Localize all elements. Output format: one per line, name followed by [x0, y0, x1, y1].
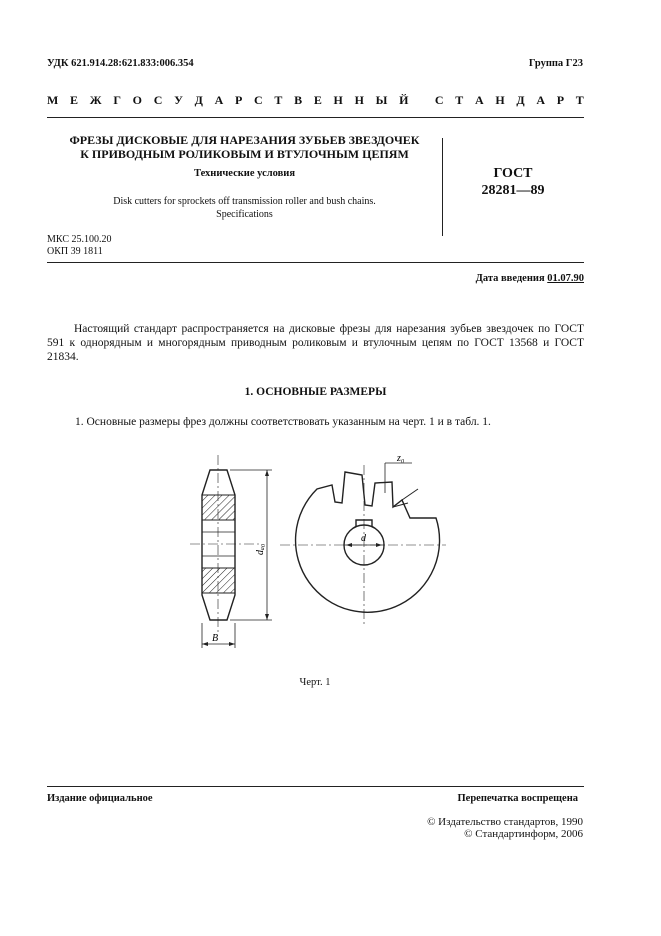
gost-designation — [442, 165, 584, 199]
copyright-2006: © Стандартинформ, 2006 — [464, 828, 583, 840]
top-rule — [47, 117, 584, 118]
heading-letter: В — [294, 93, 303, 107]
heading-letter: О — [132, 93, 143, 107]
label-z: z₀ — [397, 453, 405, 464]
heading-letter: А — [536, 93, 546, 107]
english-title — [47, 195, 442, 221]
heading-letter: С — [153, 93, 163, 107]
heading-letter: А — [214, 93, 224, 107]
heading-letter: А — [474, 93, 484, 107]
label-dao: dₐ₀ — [255, 543, 266, 555]
date-value: 01.07.90 — [547, 273, 584, 284]
heading-letter: У — [174, 93, 183, 107]
gost-label: ГОСТ — [493, 166, 533, 181]
heading-letter: Н — [333, 93, 343, 107]
label-d: d — [361, 533, 366, 544]
heading-letter: Ж — [89, 93, 102, 107]
heading-letter: Г — [113, 93, 121, 107]
heading-letter: С — [254, 93, 263, 107]
standard-kind-heading — [47, 93, 584, 108]
section-heading: 1. ОСНОВНЫЕ РАЗМЕРЫ — [244, 386, 387, 398]
heading-letter: Й — [399, 93, 409, 107]
side-view — [190, 455, 272, 648]
document-subtitle: Технические условия — [193, 168, 296, 179]
classification-codes — [47, 234, 111, 258]
heading-letter: М — [47, 93, 59, 107]
heading-letter: Е — [70, 93, 79, 107]
official-edition: Издание официальное — [47, 793, 153, 804]
heading-letter: Е — [313, 93, 322, 107]
item-1: 1. Основные размеры фрез должны соответствовать указанным на черт. 1 и в табл. 1. — [75, 416, 491, 428]
group-code: Группа Г23 — [528, 58, 583, 69]
bottom-rule — [47, 786, 584, 787]
title-line-2: К ПРИВОДНЫМ РОЛИКОВЫМ И ВТУЛОЧНЫМ ЦЕПЯМ — [80, 147, 409, 161]
figure-caption: Черт. 1 — [299, 677, 331, 688]
heading-letter: Н — [354, 93, 364, 107]
heading-letter: С — [434, 93, 444, 107]
title-line-1: ФРЕЗЫ ДИСКОВЫЕ ДЛЯ НАРЕЗАНИЯ ЗУБЬЕВ ЗВЕЗДОЧЕК — [69, 133, 420, 147]
okp-code: ОКП 39 1811 — [47, 246, 103, 257]
heading-letter: Д — [194, 93, 203, 107]
gost-number: 28281—89 — [481, 183, 545, 198]
heading-letter — [420, 93, 423, 108]
english-title-line-1: Disk cutters for sprockets off transmission roller and bush chains. — [113, 196, 376, 207]
introduction-date — [476, 273, 584, 284]
copyright-1990: © Издательство стандартов, 1990 — [427, 816, 583, 828]
label-b: B — [212, 633, 219, 644]
udk-code: УДК 621.914.28:621.833:006.354 — [47, 58, 194, 69]
heading-letter: Р — [234, 93, 243, 107]
document-title — [47, 133, 442, 161]
mks-code: МКС 25.100.20 — [47, 234, 112, 245]
english-title-line-2: Specifications — [216, 209, 273, 220]
heading-letter: Р — [556, 93, 565, 107]
date-label: Дата введения — [475, 273, 545, 284]
reprint-prohibited: Перепечатка воспрещена — [457, 793, 578, 804]
heading-letter: Т — [455, 93, 464, 107]
cutter-drawing — [180, 445, 450, 660]
heading-letter: Н — [495, 93, 505, 107]
intro-paragraph: Настоящий стандарт распространяется на дисковые фрезы для нарезания зубьев звездочек по ГОСТ 591 к однорядным и многорядным приводным роликовым и втулочным цепям по ГОСТ 13568 и ГОСТ 21834. — [47, 323, 584, 363]
heading-letter: Т — [575, 93, 584, 107]
heading-letter: Ы — [375, 93, 388, 107]
heading-letter: Д — [516, 93, 525, 107]
heading-letter: Т — [274, 93, 283, 107]
mid-rule — [47, 262, 584, 263]
front-view — [280, 453, 446, 625]
